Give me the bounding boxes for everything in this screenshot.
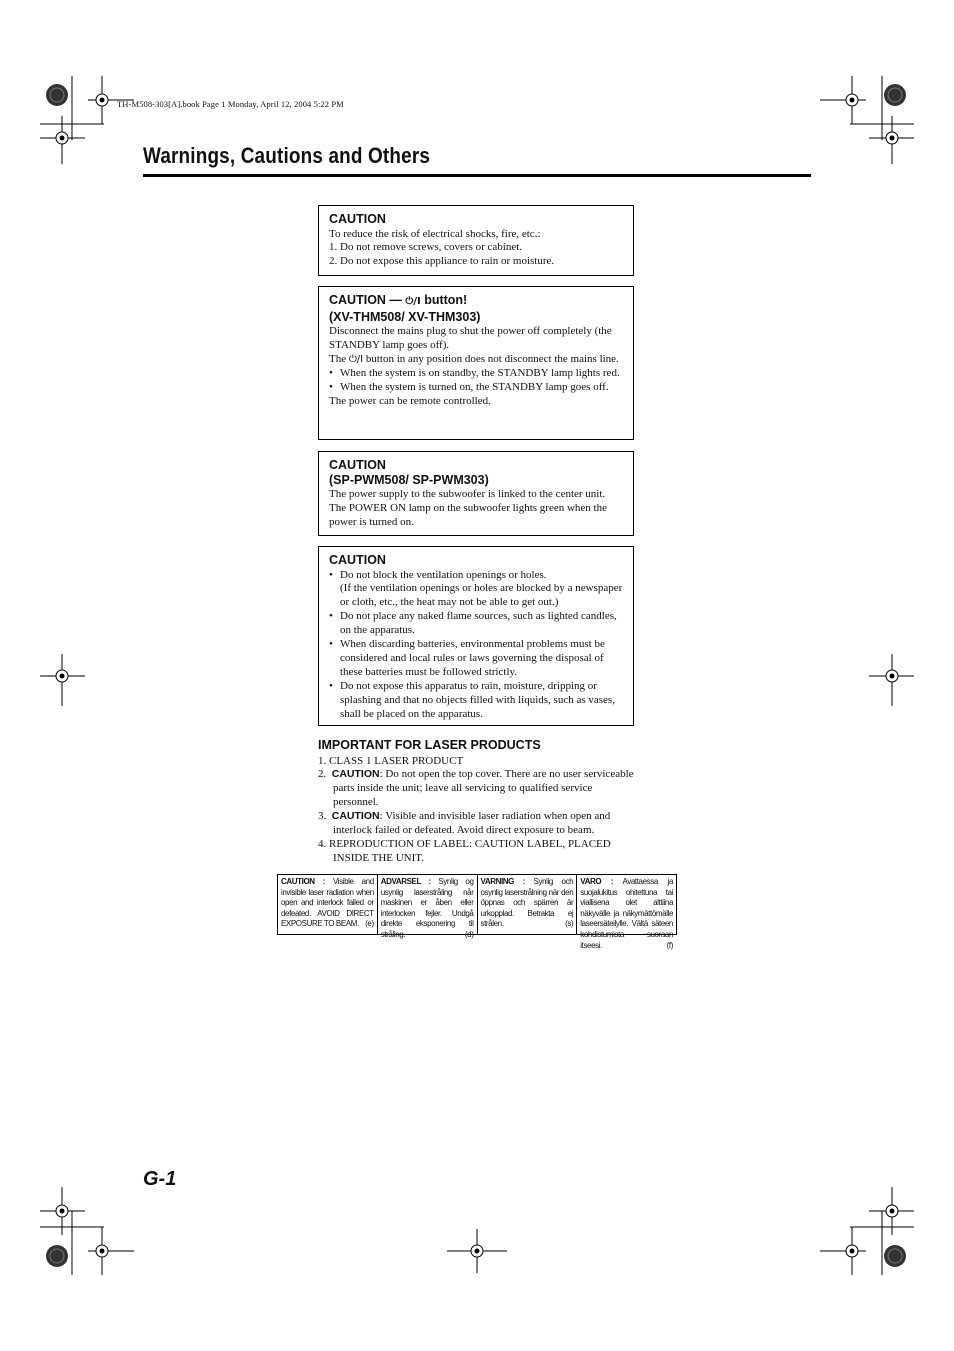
laser-section	[318, 738, 634, 866]
page-number: G-1	[143, 1168, 177, 1190]
page-title: Warnings, Cautions and Others	[143, 143, 431, 168]
power-bullet-1-text: When the system is on standby, the STANDBY lamp lights red.	[340, 366, 620, 379]
label-panel-finnish	[577, 875, 676, 950]
subwoofer-para-1: The power supply to the subwoofer is linked to the center unit.	[329, 488, 606, 500]
power-para-2-prefix: The	[329, 352, 347, 365]
caution-power-heading	[329, 293, 625, 310]
label-lead: CAUTION :	[281, 877, 325, 886]
power-para-2	[329, 353, 625, 367]
label-code: (f)	[666, 940, 673, 950]
laser-caution-label	[277, 874, 677, 950]
power-para-1: Disconnect the mains plug to shut the power off completely (the STANDBY lamp goes off).	[329, 325, 612, 351]
label-code: (e)	[365, 919, 374, 929]
laser-item-2-num: 2.	[318, 768, 327, 781]
label-text: Visible and invisible laser radiation when open and interlock failed or defeated. AVOID DIRECT EXPOSURE TO BEAM.	[281, 877, 374, 929]
ventilation-bullet-4-text: Do not expose this apparatus to rain, moisture, dripping or splashing and that no objects filled with liquids, such as vases, shall be placed on the apparatus.	[340, 679, 615, 720]
caution-power-heading-prefix: CAUTION —	[329, 293, 402, 307]
power-standby-icon: ⏻/I	[405, 296, 421, 307]
label-panel-swedish	[478, 875, 578, 934]
label-panel-english	[278, 875, 378, 934]
ventilation-bullet-2: • Do not place any naked flame sources, such as lighted candles, on the apparatus.	[329, 610, 617, 637]
power-para-2-suffix: button in any position does not disconnect the mains line.	[365, 352, 619, 365]
laser-item-3-label: CAUTION	[331, 810, 380, 823]
laser-item-3-text: : Visible and invisible laser radiation when open and interlock failed or defeated. Avoid direct exposure to beam.	[333, 810, 611, 837]
ventilation-bullet-3: • When discarding batteries, environmental problems must be considered and local rules or laws governing the disposal of these batteries must be followed strictly.	[329, 638, 605, 678]
subwoofer-para-2: The POWER ON lamp on the subwoofer lights green when the power is turned on.	[329, 501, 607, 528]
ventilation-heading: CAUTION	[329, 553, 386, 567]
label-text: Avattaessa ja suojalukitus ohitettuna tai viallisena olet alttiina näkyvälle ja näkymättömälle laseersäteilylle. Vältä säteen kohdistumista suoraan itseesi.	[580, 877, 674, 950]
label-lead: VARO :	[580, 877, 614, 886]
label-text: Synlig og usynlig laserstråling når maskinen er åben eller interlocken fejler. Undgå direkte eksponering til stråling.	[380, 877, 474, 939]
caution-box-ventilation	[318, 546, 634, 726]
subwoofer-models: (SP-PWM508/ SP-PWM303)	[329, 472, 489, 487]
laser-item-2-label: CAUTION	[331, 768, 380, 781]
title-rule	[143, 174, 811, 177]
ventilation-bullet-2-text: Do not place any naked flame sources, such as lighted candles, on the apparatus.	[340, 610, 617, 637]
caution-box-power-button	[318, 286, 634, 440]
laser-item-2	[318, 768, 634, 810]
label-code: (s)	[565, 919, 574, 929]
power-bullet-1: • When the system is on standby, the STANDBY lamp lights red.	[329, 366, 620, 379]
label-text: Synlig och osynlig laserstrålning när den öppnas och spärren är urkopplad. Betrakta ej strålen.	[480, 877, 574, 929]
subwoofer-heading: CAUTION	[329, 458, 386, 472]
caution-box-shock	[318, 205, 634, 276]
ventilation-bullet-3-text: When discarding batteries, environmental problems must be considered and local rules or laws governing the disposal of these batteries must be followed strictly.	[340, 638, 605, 678]
ventilation-bullet-1-text: Do not block the ventilation openings or holes.	[340, 568, 547, 581]
laser-item-3-num: 3.	[318, 810, 327, 823]
ventilation-bullet-1: • Do not block the ventilation openings or holes.	[329, 568, 547, 581]
label-lead: VARNING :	[480, 877, 525, 886]
power-footer: The power can be remote controlled.	[329, 394, 491, 407]
caution-heading: CAUTION	[329, 212, 386, 226]
caution-power-heading-suffix: button!	[424, 293, 468, 307]
laser-heading: IMPORTANT FOR LASER PRODUCTS	[318, 738, 541, 752]
caution-intro: To reduce the risk of electrical shocks, fire, etc.:	[329, 227, 541, 240]
ventilation-bullet-1-note: (If the ventilation openings or holes are blocked by a newspaper or cloth, etc., the heat may not be able to get out.)	[340, 582, 623, 609]
power-standby-icon-inline: ⏻/I	[348, 353, 364, 365]
laser-item-4: 4. REPRODUCTION OF LABEL: CAUTION LABEL, PLACED INSIDE THE UNIT.	[318, 837, 611, 864]
laser-item-3	[318, 810, 634, 838]
power-bullet-2-text: When the system is turned on, the STANDBY lamp goes off.	[340, 380, 609, 393]
caution-item-2: 2. Do not expose this appliance to rain or moisture.	[329, 255, 555, 268]
caution-box-subwoofer	[318, 451, 634, 536]
laser-item-1: 1. CLASS 1 LASER PRODUCT	[318, 754, 464, 767]
label-panel-danish	[378, 875, 478, 939]
registration-text: TH-M508-303[A].book Page 1 Monday, April 12, 2004 5:22 PM	[117, 99, 344, 109]
laser-item-2-text: : Do not open the top cover. There are no user serviceable parts inside the unit; leave all servicing to qualified service personnel.	[333, 768, 634, 809]
power-bullet-2: • When the system is turned on, the STANDBY lamp goes off.	[329, 380, 609, 393]
caution-power-models: (XV-THM508/ XV-THM303)	[329, 309, 481, 324]
label-lead: ADVARSEL :	[380, 877, 431, 886]
ventilation-bullet-4: • Do not expose this apparatus to rain, moisture, dripping or splashing and that no objects filled with liquids, such as vases, shall be placed on the apparatus.	[329, 679, 615, 720]
label-code: (d)	[464, 929, 474, 939]
caution-item-1: 1. Do not remove screws, covers or cabinet.	[329, 241, 523, 254]
